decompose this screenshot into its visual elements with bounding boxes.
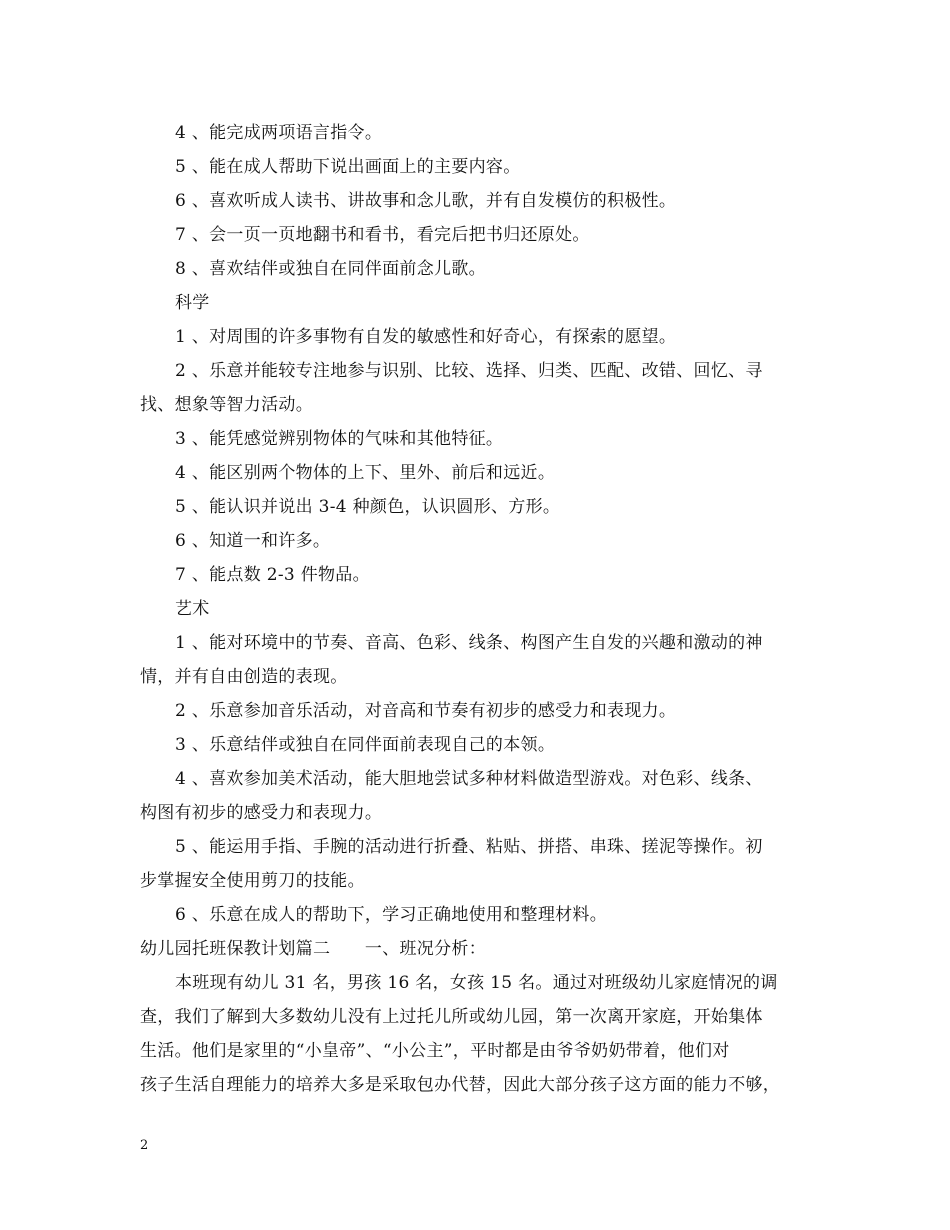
section-title-plan-part-two: 幼儿园托班保教计划篇二 一、班况分析： [140,939,486,959]
text-line: 3 、乐意结伴或独自在同伴面前表现自己的本领。 [175,735,556,755]
text-line-continuation: 步掌握安全使用剪刀的技能。 [140,871,365,891]
section-heading-art: 艺术 [175,599,210,619]
document-body [140,116,820,1102]
text-line: 2 、乐意参加音乐活动，对音高和节奏有初步的感受力和表现力。 [175,701,677,721]
text-line-continuation: 找、想象等智力活动。 [140,395,313,415]
text-line: 1 、能对环境中的节奏、音高、色彩、线条、构图产生自发的兴趣和激动的神 [175,633,763,653]
text-line: 3 、能凭感觉辨别物体的气味和其他特征。 [175,429,504,449]
text-line: 4 、能区别两个物体的上下、里外、前后和远近。 [175,463,556,483]
text-line-continuation: 情，并有自由创造的表现。 [140,667,348,687]
text-line-continuation: 生活。他们是家里的“小皇帝”、“小公主”，平时都是由爷爷奶奶带着，他们对 [140,1041,730,1061]
text-line: 6 、乐意在成人的帮助下，学习正确地使用和整理材料。 [175,905,608,925]
text-line: 7 、会一页一页地翻书和看书，看完后把书归还原处。 [175,225,590,245]
text-line: 6 、知道一和许多。 [175,531,331,551]
text-line: 4 、能完成两项语言指令。 [175,123,383,143]
text-line: 本班现有幼儿 31 名，男孩 16 名，女孩 15 名。通过对班级幼儿家庭情况的调 [175,973,778,993]
text-line: 5 、能运用手指、手腕的活动进行折叠、粘贴、拼搭、串珠、搓泥等操作。初 [175,837,763,857]
text-line-continuation: 查，我们了解到大多数幼儿没有上过托儿所或幼儿园，第一次离开家庭，开始集体 [140,1007,763,1027]
text-line: 6 、喜欢听成人读书、讲故事和念儿歌，并有自发模仿的积极性。 [175,191,677,211]
text-line: 1 、对周围的许多事物有自发的敏感性和好奇心，有探索的愿望。 [175,327,677,347]
text-line-continuation: 构图有初步的感受力和表现力。 [140,803,383,823]
text-line: 7 、能点数 2-3 件物品。 [175,565,370,585]
text-line: 8 、喜欢结伴或独自在同伴面前念儿歌。 [175,259,486,279]
text-line: 5 、能在成人帮助下说出画面上的主要内容。 [175,157,521,177]
section-heading-science: 科学 [175,293,210,313]
text-line-continuation: 孩子生活自理能力的培养大多是采取包办代替，因此大部分孩子这方面的能力不够， [140,1075,781,1095]
text-line: 4 、喜欢参加美术活动，能大胆地尝试多种材料做造型游戏。对色彩、线条、 [175,769,763,789]
text-line: 5 、能认识并说出 3-4 种颜色，认识圆形、方形。 [175,497,561,517]
page-number: 2 [140,1138,149,1153]
text-line: 2 、乐意并能较专注地参与识别、比较、选择、归类、匹配、改错、回忆、寻 [175,361,763,381]
